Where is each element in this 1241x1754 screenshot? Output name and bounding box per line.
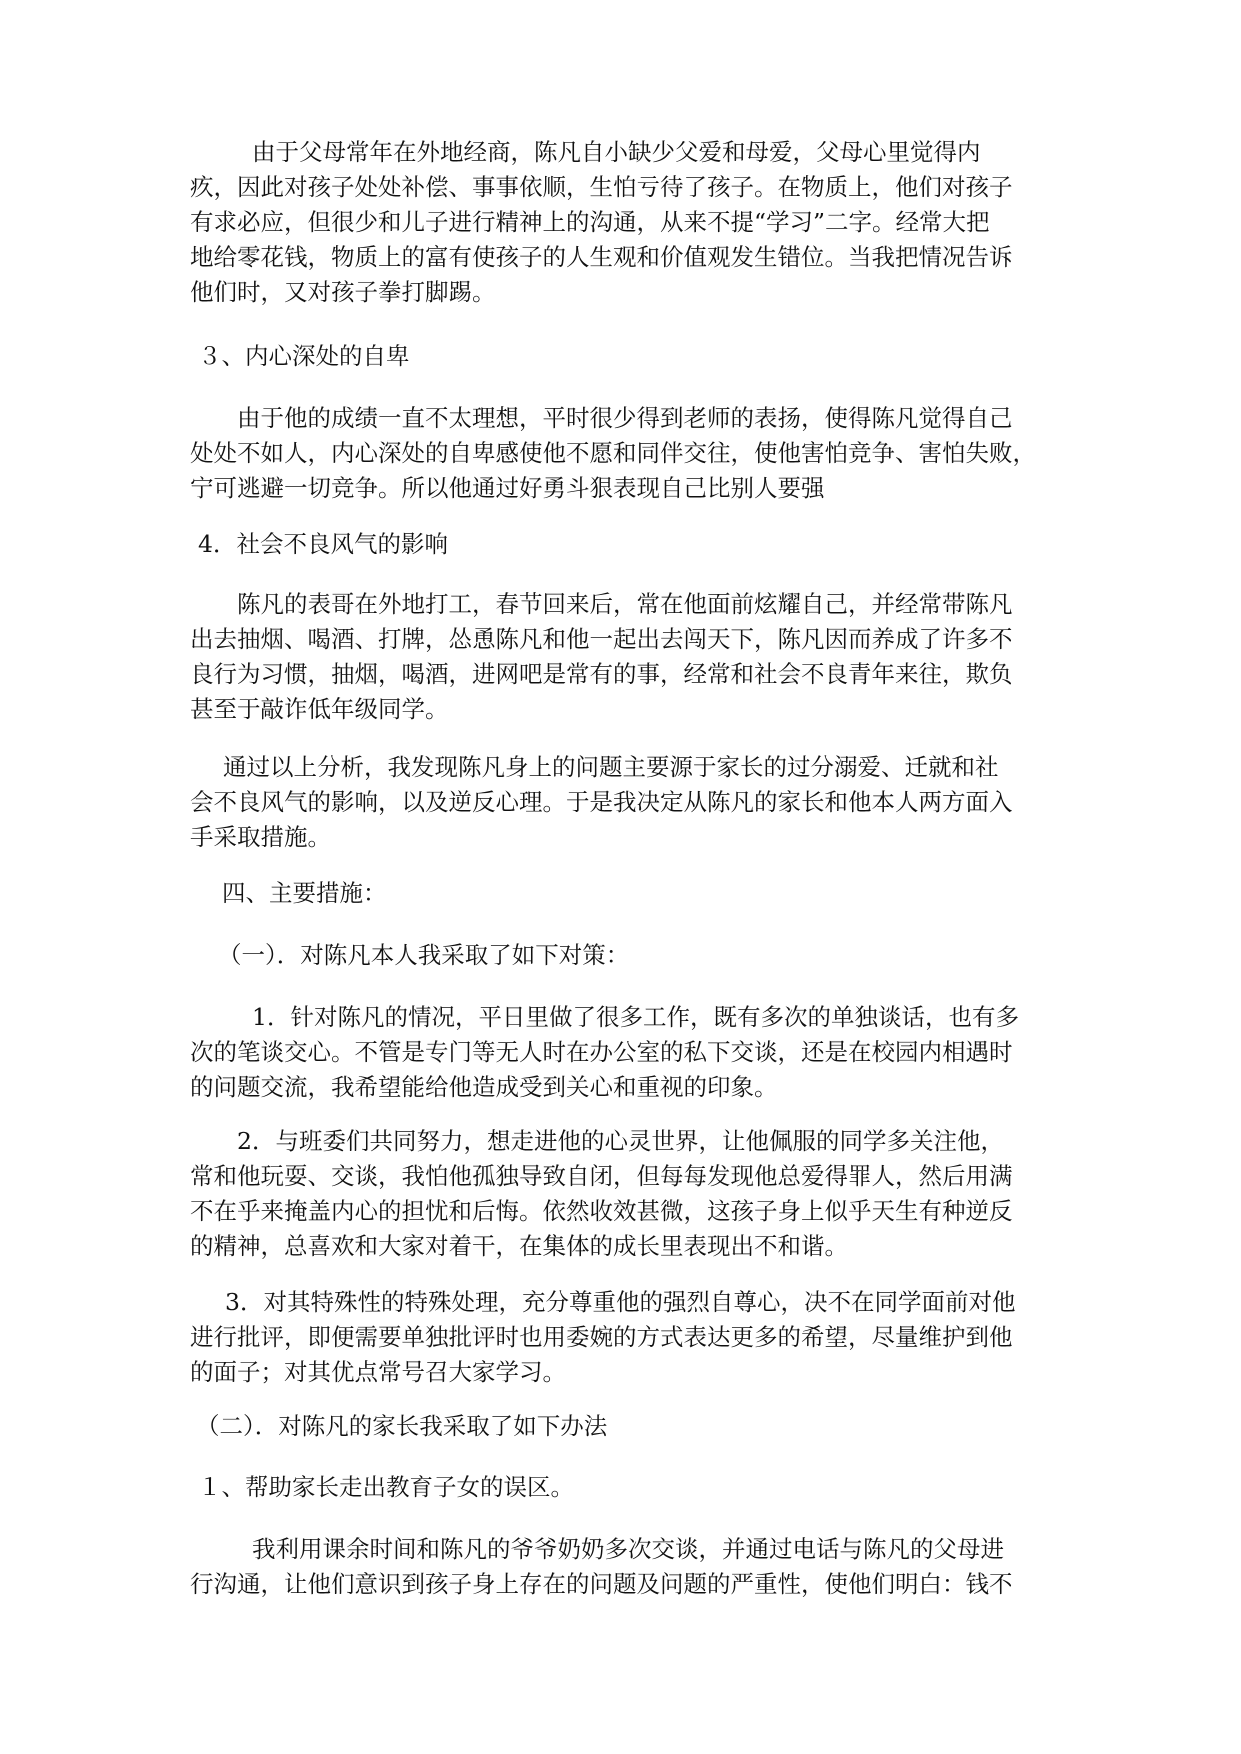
text-line: 陈凡的表哥在外地打工，春节回来后，常在他面前炫耀自己，并经常带陈凡 <box>237 590 1013 618</box>
section-heading: （二）．对陈凡的家长我采取了如下办法 <box>196 1412 608 1440</box>
heading-main-measures <box>0 876 387 911</box>
text-line: 由于他的成绩一直不太理想，平时很少得到老师的表扬，使得陈凡觉得自己 <box>237 404 1013 432</box>
text-line: 不在乎来掩盖内心的担忧和后悔。依然收效甚微，这孩子身上似乎天生有种逆反 <box>190 1197 1013 1225</box>
text-line: 会不良风气的影响，以及逆反心理。于是我决定从陈凡的家长和他本人两方面入 <box>190 788 1013 816</box>
text-line: 出去抽烟、喝酒、打牌，怂恿陈凡和他一起出去闯天下，陈凡因而养成了许多不 <box>190 625 1013 653</box>
text-line: 处处不如人，内心深处的自卑感使他不愿和同伴交往，使他害怕竞争、害怕失败， <box>190 439 1036 467</box>
text-line: 1．针对陈凡的情况，平日里做了很多工作，既有多次的单独谈话，也有多 <box>252 1003 1019 1031</box>
text-line: 常和他玩耍、交谈，我怕他孤独导致自闭，但每每发现他总爱得罪人，然后用满 <box>190 1162 1013 1190</box>
paragraph-measure-3 <box>0 1285 1015 1390</box>
text-line: 地给零花钱，物质上的富有使孩子的人生观和价值观发生错位。当我把情况告诉 <box>190 243 1013 271</box>
text-line: 的问题交流，我希望能给他造成受到关心和重视的印象。 <box>190 1073 778 1101</box>
paragraph-inferiority <box>0 401 1036 506</box>
paragraph-help-parents <box>0 1532 1013 1602</box>
section-heading: ３、内心深处的自卑 <box>198 342 410 370</box>
paragraph-measure-2 <box>0 1124 1013 1264</box>
text-line: 有求必应，但很少和儿子进行精神上的沟通，从来不提“学习”二字。经常大把 <box>190 208 990 236</box>
text-line: 行沟通，让他们意识到孩子身上存在的问题及问题的严重性，使他们明白：钱不 <box>190 1570 1013 1598</box>
text-line: 疚，因此对孩子处处补偿、事事依顺，生怕亏待了孩子。在物质上，他们对孩子 <box>190 173 1013 201</box>
text-line: 我利用课余时间和陈凡的爷爷奶奶多次交谈，并通过电话与陈凡的父母进 <box>252 1535 1004 1563</box>
text-line: 由于父母常年在外地经商，陈凡自小缺少父爱和母爱，父母心里觉得内 <box>252 138 981 166</box>
text-line: 手采取措施。 <box>190 823 331 851</box>
text-line: 他们时，又对孩子拳打脚踢。 <box>190 278 496 306</box>
heading-inferiority <box>0 339 410 374</box>
section-heading: 四、主要措施： <box>222 879 387 907</box>
paragraph-analysis <box>0 750 1013 855</box>
heading-social-influence <box>0 527 448 562</box>
paragraph-parents-guilt <box>0 135 1013 310</box>
text-line: 的面子；对其优点常号召大家学习。 <box>190 1358 566 1386</box>
text-line: 良行为习惯，抽烟，喝酒，进网吧是常有的事，经常和社会不良青年来往，欺负 <box>190 660 1013 688</box>
section-heading: 4．社会不良风气的影响 <box>198 530 448 558</box>
text-line: 次的笔谈交心。不管是专门等无人时在办公室的私下交谈，还是在校园内相遇时 <box>190 1038 1013 1066</box>
heading-help-parents <box>0 1470 574 1505</box>
text-line: 进行批评，即便需要单独批评时也用委婉的方式表达更多的希望，尽量维护到他 <box>190 1323 1013 1351</box>
text-line: 甚至于敲诈低年级同学。 <box>190 695 449 723</box>
text-line: 2．与班委们共同努力，想走进他的心灵世界，让他佩服的同学多关注他， <box>237 1127 1004 1155</box>
text-line: 宁可逃避一切竞争。所以他通过好勇斗狠表现自己比别人要强 <box>190 474 825 502</box>
text-line: 3．对其特殊性的特殊处理，充分尊重他的强烈自尊心，决不在同学面前对他 <box>225 1288 1016 1316</box>
paragraph-social-influence <box>0 587 1013 727</box>
text-line: 的精神，总喜欢和大家对着干，在集体的成长里表现出不和谐。 <box>190 1232 848 1260</box>
heading-for-student <box>0 938 629 973</box>
section-heading: （一）．对陈凡本人我采取了如下对策： <box>218 941 630 969</box>
heading-for-parents <box>0 1409 607 1444</box>
paragraph-measure-1 <box>0 1000 1019 1105</box>
text-line: 通过以上分析，我发现陈凡身上的问题主要源于家长的过分溺爱、迁就和社 <box>223 753 999 781</box>
section-heading: １、帮助家长走出教育子女的误区。 <box>198 1473 574 1501</box>
